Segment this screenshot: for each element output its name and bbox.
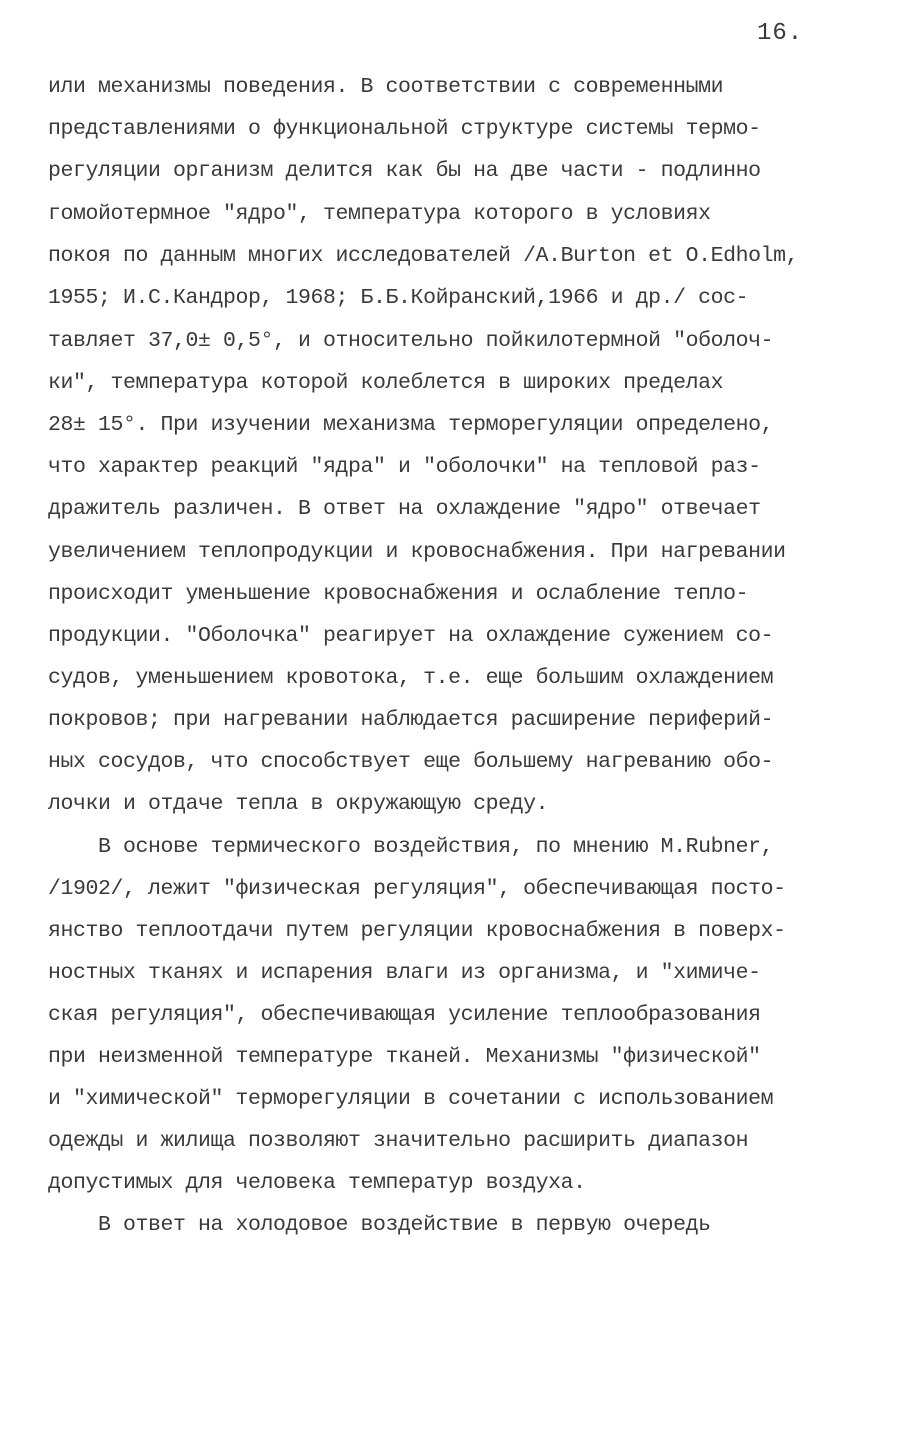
text-line: тавляет 37,0± 0,5°, и относительно пойкилотермной "оболоч- <box>48 329 774 353</box>
text-line: /1902/, лежит "физическая регуляция", обеспечивающая посто- <box>48 877 786 901</box>
text-line: ки", температура которой колеблется в широких пределах <box>48 371 724 395</box>
text-line: 1955; И.С.Кандрор, 1968; Б.Б.Койранский,1966 и др./ сос- <box>48 286 749 310</box>
text-line: судов, уменьшением кровотока, т.е. еще большим охлаждением <box>48 666 774 690</box>
text-line: янство теплоотдачи путем регуляции кровоснабжения в поверх- <box>48 919 786 943</box>
text-line: и "химической" терморегуляции в сочетании с использованием <box>48 1087 774 1111</box>
text-line: В основе термического воздействия, по мнению M.Rubner, <box>48 835 774 859</box>
text-line: ных сосудов, что способствует еще большему нагреванию обо- <box>48 750 774 774</box>
text-line: покоя по данным многих исследователей /A.Burton et O.Edholm, <box>48 244 799 268</box>
text-line: продукции. "Оболочка" реагирует на охлаждение сужением со- <box>48 624 774 648</box>
text-line: 28± 15°. При изучении механизма терморегуляции определено, <box>48 413 774 437</box>
text-line: представлениями о функциональной структуре системы термо- <box>48 117 761 141</box>
text-line: лочки и отдаче тепла в окружающую среду. <box>48 792 549 816</box>
text-line: одежды и жилища позволяют значительно расширить диапазон <box>48 1129 749 1153</box>
text-line: при неизменной температуре тканей. Механизмы "физической" <box>48 1045 761 1069</box>
text-line: увеличением теплопродукции и кровоснабжения. При нагревании <box>48 540 786 564</box>
text-line: происходит уменьшение кровоснабжения и ослабление тепло- <box>48 582 749 606</box>
text-line: или механизмы поведения. В соответствии с современными <box>48 75 724 99</box>
text-line: дражитель различен. В ответ на охлаждение "ядро" отвечает <box>48 497 761 521</box>
text-line: ская регуляция", обеспечивающая усиление теплообразования <box>48 1003 761 1027</box>
text-line: гомойотермное "ядро", температура которого в условиях <box>48 202 711 226</box>
text-line: регуляции организм делится как бы на две части - подлинно <box>48 159 761 183</box>
page-number: 16. <box>757 20 804 47</box>
text-line: ностных тканях и испарения влаги из организма, и "химиче- <box>48 961 761 985</box>
text-line: В ответ на холодовое воздействие в первую очередь <box>48 1213 711 1237</box>
text-line: допустимых для человека температур воздуха. <box>48 1171 586 1195</box>
text-line: что характер реакций "ядра" и "оболочки" на тепловой раз- <box>48 455 761 479</box>
text-line: покровов; при нагревании наблюдается расширение периферий- <box>48 708 774 732</box>
